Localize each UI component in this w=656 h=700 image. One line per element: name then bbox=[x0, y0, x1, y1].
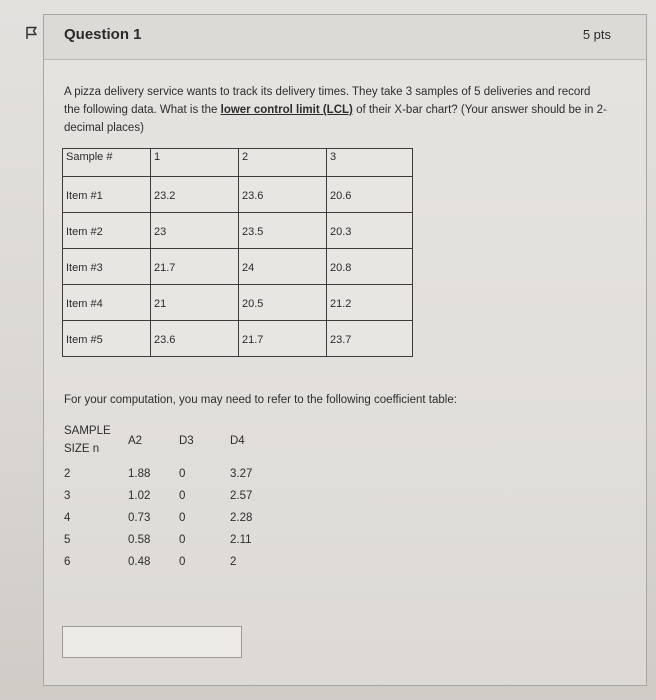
coef-cell: 2.57 bbox=[230, 490, 253, 502]
coef-cell: 0 bbox=[179, 556, 186, 568]
table-cell: 20.8 bbox=[327, 249, 413, 285]
answer-input[interactable] bbox=[62, 626, 242, 658]
table-cell: 21.7 bbox=[239, 321, 327, 357]
table-header-row bbox=[63, 149, 413, 177]
question-prompt bbox=[64, 83, 609, 137]
table-cell: Item #4 bbox=[63, 285, 151, 321]
header-cell: Sample # bbox=[63, 149, 151, 177]
coef-cell: 0 bbox=[179, 468, 186, 480]
coef-header-d3: D3 bbox=[179, 435, 194, 447]
coef-cell: 0 bbox=[179, 490, 186, 502]
coef-cell: 2.28 bbox=[230, 512, 253, 524]
coef-cell: 3.27 bbox=[230, 468, 253, 480]
table-cell: 20.6 bbox=[327, 177, 413, 213]
sample-data-table bbox=[62, 148, 413, 357]
coef-cell: 5 bbox=[64, 534, 71, 546]
flag-icon[interactable] bbox=[25, 26, 39, 40]
coef-header-a2: A2 bbox=[128, 435, 143, 447]
coef-header-sample: SAMPLE bbox=[64, 425, 111, 437]
table-cell: 21.7 bbox=[151, 249, 239, 285]
coef-cell: 2 bbox=[64, 468, 71, 480]
coef-cell: 0.73 bbox=[128, 512, 151, 524]
table-cell: 23.7 bbox=[327, 321, 413, 357]
coef-cell: 1.02 bbox=[128, 490, 151, 502]
coef-cell: 1.88 bbox=[128, 468, 151, 480]
question-card bbox=[43, 14, 647, 686]
table-row bbox=[63, 285, 413, 321]
coef-cell: 0.48 bbox=[128, 556, 151, 568]
header-cell: 2 bbox=[239, 149, 327, 177]
coef-cell: 2.11 bbox=[230, 534, 252, 546]
coef-cell: 0 bbox=[179, 534, 186, 546]
table-cell: Item #2 bbox=[63, 213, 151, 249]
prompt-highlight: lower control limit (LCL) bbox=[220, 104, 353, 116]
coef-header-size: SIZE n bbox=[64, 443, 100, 455]
question-points: 5 pts bbox=[582, 27, 611, 42]
table-row bbox=[63, 321, 413, 357]
table-cell: 23.6 bbox=[239, 177, 327, 213]
table-cell: 23.5 bbox=[239, 213, 327, 249]
coef-cell: 6 bbox=[64, 556, 71, 568]
coefficient-intro: For your computation, you may need to refer to the following coefficient table: bbox=[64, 394, 457, 406]
coef-cell: 4 bbox=[64, 512, 71, 524]
table-cell: 20.3 bbox=[327, 213, 413, 249]
table-cell: Item #1 bbox=[63, 177, 151, 213]
header-cell: 3 bbox=[327, 149, 413, 177]
coef-cell: 0.58 bbox=[128, 534, 151, 546]
prompt-text-before: A pizza delivery service wants to track its delivery times. They take 3 samples of 5 deliveries and record the following data. What is the bbox=[64, 86, 591, 116]
question-title: Question 1 bbox=[64, 26, 142, 43]
table-row bbox=[63, 213, 413, 249]
table-cell: 20.5 bbox=[239, 285, 327, 321]
coef-cell: 0 bbox=[179, 512, 186, 524]
table-cell: 23.6 bbox=[151, 321, 239, 357]
table-cell: Item #3 bbox=[63, 249, 151, 285]
coef-header-d4: D4 bbox=[230, 435, 245, 447]
coef-cell: 3 bbox=[64, 490, 71, 502]
table-cell: 23.2 bbox=[151, 177, 239, 213]
header-cell: 1 bbox=[151, 149, 239, 177]
table-cell: 21 bbox=[151, 285, 239, 321]
table-cell: 21.2 bbox=[327, 285, 413, 321]
table-cell: Item #5 bbox=[63, 321, 151, 357]
prompt-text-after: of their X-bar chart? (Your answer should be in 2-decimal places) bbox=[64, 104, 607, 134]
table-row bbox=[63, 177, 413, 213]
coef-cell: 2 bbox=[230, 556, 237, 568]
question-header bbox=[44, 15, 646, 60]
table-cell: 24 bbox=[239, 249, 327, 285]
table-row bbox=[63, 249, 413, 285]
table-cell: 23 bbox=[151, 213, 239, 249]
